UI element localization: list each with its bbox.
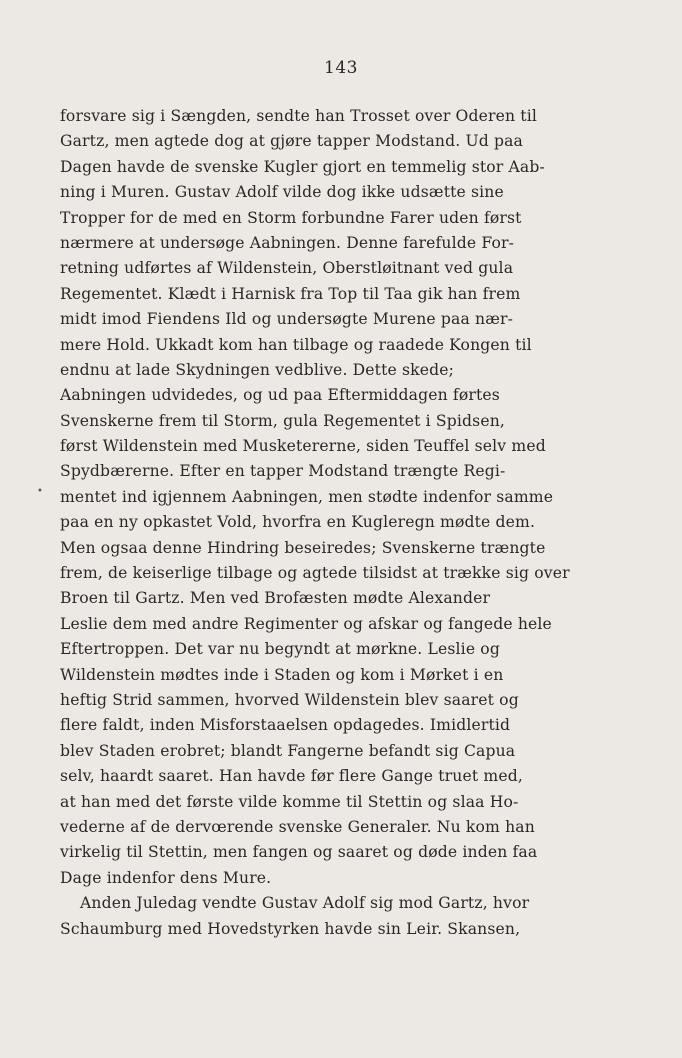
body-text [60, 104, 650, 942]
text-line: Gartz, men agtede dog at gjøre tapper Modstand. Ud paa [60, 132, 523, 151]
text-line: midt imod Fiendens Ild og undersøgte Murene paa nær- [60, 310, 514, 329]
text-line: Wildenstein mødtes inde i Staden og kom i Mørket i en [60, 665, 504, 684]
text-line: Anden Juledag vendte Gustav Adolf sig mod Gartz, hvor [80, 894, 530, 913]
text-line: Eftertroppen. Det var nu begyndt at mørkne. Leslie og [60, 640, 500, 659]
text-line: Regementet. Klædt i Harnisk fra Top til Taa gik han frem [60, 284, 521, 303]
text-line: Leslie dem med andre Regimenter og afskar og fangede hele [60, 614, 552, 633]
text-line: endnu at lade Skydningen vedblive. Dette skede; [60, 360, 455, 379]
text-line: heftig Strid sammen, hvorved Wildenstein blev saaret og [60, 690, 519, 709]
text-line: Schaumburg med Hovedstyrken havde sin Leir. Skansen, [60, 919, 521, 938]
text-line: selv, haardt saaret. Han havde før flere Gange truet med, [60, 767, 523, 786]
text-line: blev Staden erobret; blandt Fangerne befandt sig Capua [60, 741, 516, 760]
text-line: vederne af de dervœrende svenske Generaler. Nu kom han [60, 817, 535, 836]
text-line: Spydbærerne. Efter en tapper Modstand trængte Regi- [60, 462, 506, 481]
text-line: virkelig til Stettin, men fangen og saaret og døde inden faa [60, 843, 538, 862]
text-line: Aabningen udvidedes, og ud paa Eftermiddagen førtes [60, 386, 500, 405]
text-line: nærmere at undersøge Aabningen. Denne farefulde For- [60, 233, 515, 252]
text-line: mentet ind igjennem Aabningen, men stødte indenfor samme [60, 487, 554, 506]
text-line: Svenskerne frem til Storm, gula Regementet i Spidsen, [60, 411, 505, 430]
text-line: flere faldt, inden Misforstaaelsen opdagedes. Imidlertid [60, 716, 511, 735]
text-line: paa en ny opkastet Vold, hvorfra en Kugleregn mødte dem. [60, 513, 536, 532]
text-line: frem, de keiserlige tilbage og agtede tilsidst at trække sig over [60, 564, 570, 583]
text-line: Broen til Gartz. Men ved Brofæsten mødte Alexander [60, 589, 491, 608]
text-line: først Wildenstein med Musketererne, siden Teuffel selv med [60, 437, 546, 456]
page-number: 143 [324, 58, 358, 78]
text-line: forsvare sig i Sængden, sendte han Trosset over Oderen til [60, 107, 537, 125]
margin-dot: • [37, 486, 43, 497]
text-line: ning i Muren. Gustav Adolf vilde dog ikke udsætte sine [60, 183, 504, 202]
text-line: Men ogsaa denne Hindring beseiredes; Svenskerne trængte [60, 538, 546, 557]
text-line: Dage indenfor dens Mure. [60, 868, 272, 887]
text-line: Tropper for de med en Storm forbundne Farer uden først [60, 208, 522, 227]
text-line: retning udførtes af Wildenstein, Oberstløitnant ved gula [60, 259, 514, 278]
text-line: Dagen havde de svenske Kugler gjort en temmelig stor Aab- [60, 157, 545, 176]
text-line: mere Hold. Ukkadt kom han tilbage og raadede Kongen til [60, 335, 532, 354]
text-line: at han med det første vilde komme til Stettin og slaa Ho- [60, 792, 519, 811]
